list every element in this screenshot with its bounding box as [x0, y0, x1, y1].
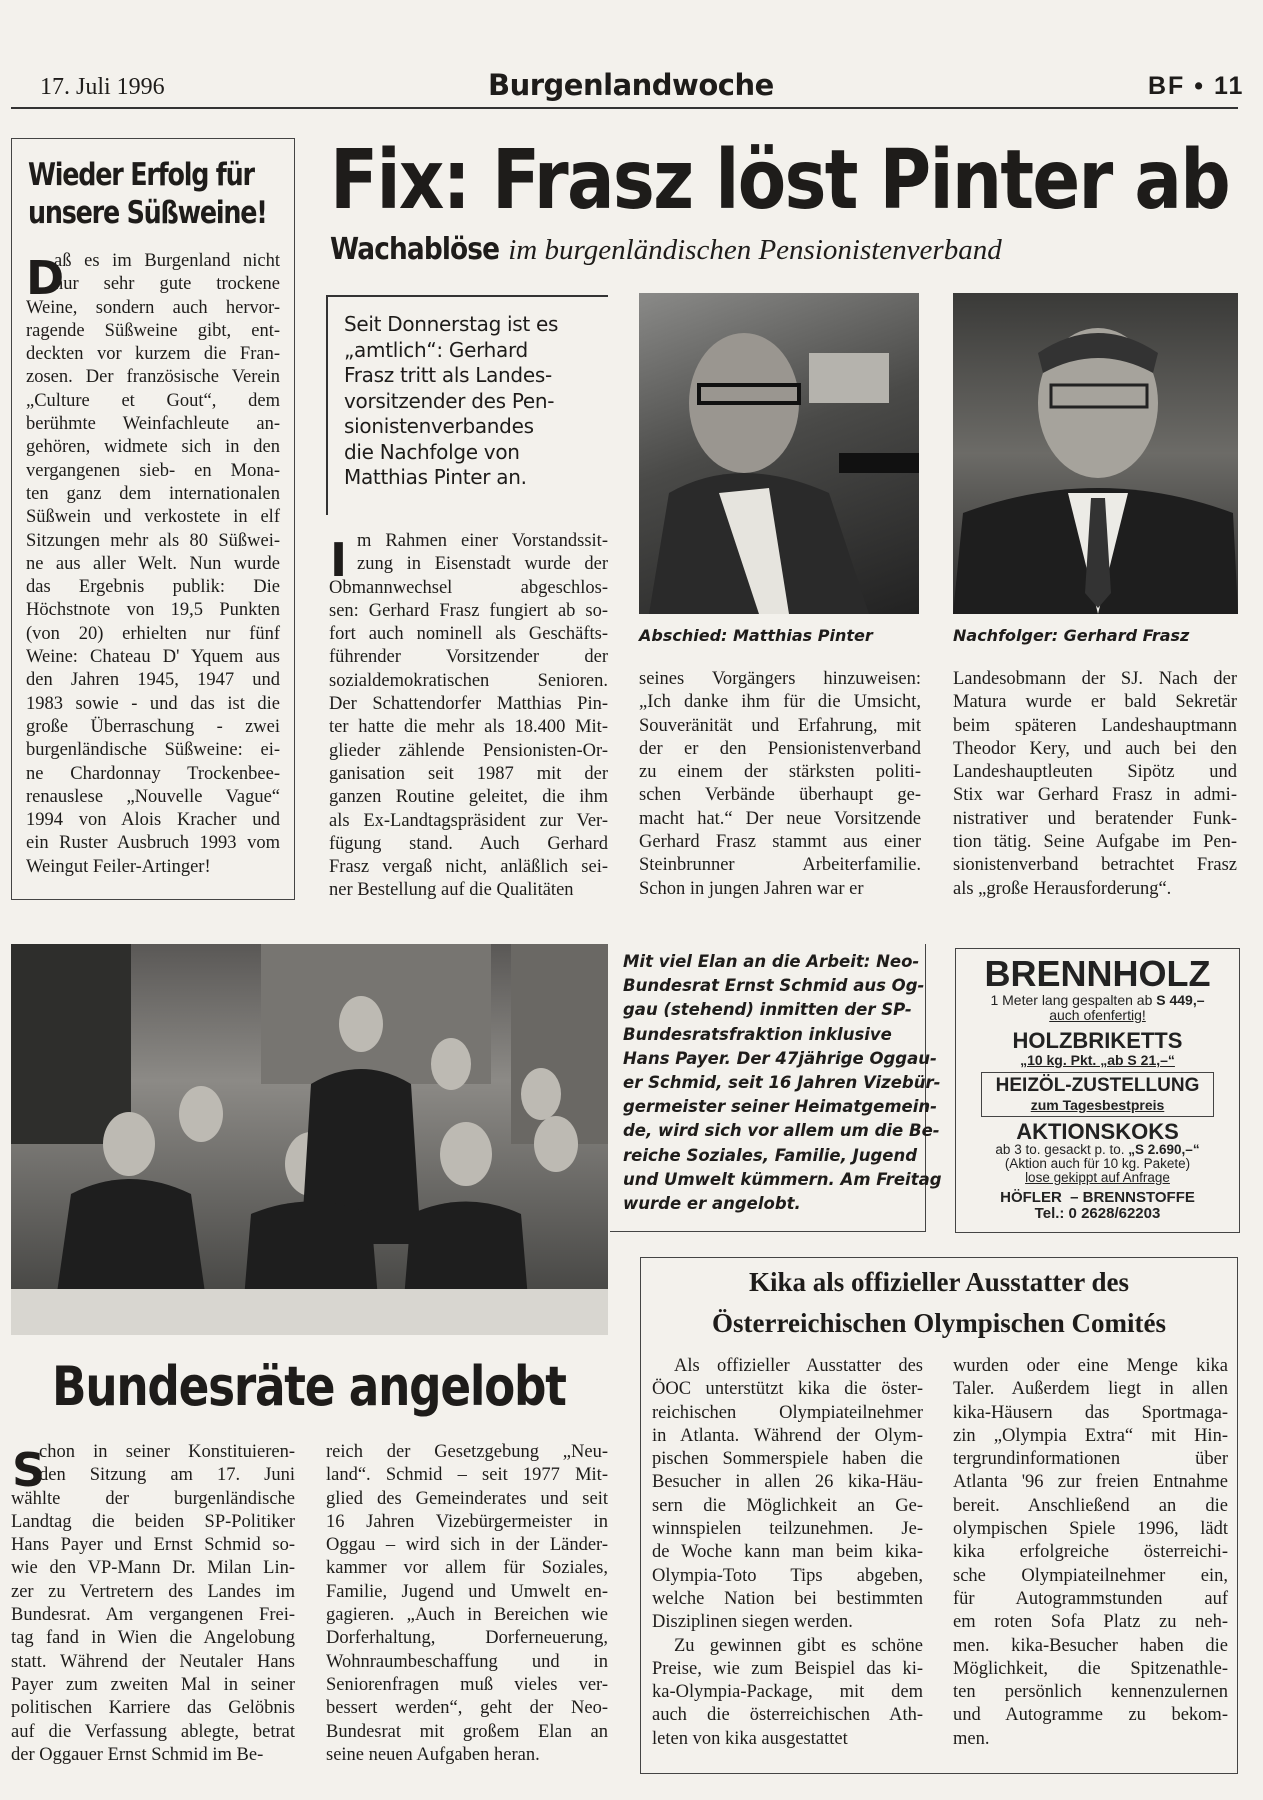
ad-phone: Tel.: 0 2628/62203 [1034, 1205, 1161, 1222]
text-line: Gerhard Frasz stammt aus einer [639, 832, 921, 853]
text-line: seine neuen Aufgaben heran. [326, 1744, 540, 1765]
text-line: fügung stand. Auch Gerhard [329, 833, 608, 854]
text-line: Obmannwechsel abgeschlos- [329, 577, 608, 598]
text-line: pischen Sommerspiele haben die [652, 1449, 923, 1470]
text-line: burgenländische Süßweine: ei- [26, 740, 280, 761]
text-line: ner Bestellung auf die Qualitäten [329, 880, 574, 901]
photo-matthias-pinter [639, 293, 919, 614]
lead-line: Frasz tritt als Landes- [344, 363, 552, 387]
lead-line: Seit Donnerstag ist es [344, 312, 559, 336]
text-line: nistrativer und beratender Funk- [953, 808, 1237, 829]
text-line: kika-Häusern das Sportmaga- [953, 1402, 1228, 1423]
text-line: ragende Süßweine gibt, ent- [26, 320, 280, 341]
caption-line: wurde er angelobt. [623, 1194, 801, 1214]
photo-bundesrat-group [11, 944, 608, 1335]
drop-cap: I [330, 533, 348, 587]
text-line: fort auch nominell als Geschäfts- [329, 624, 608, 645]
text-line: zung in Eisenstadt wurde der [357, 554, 608, 575]
text-line: reich der Gesetzgebung „Neu- [326, 1442, 608, 1462]
text-line: bessert werden“, geht der Neo- [326, 1698, 608, 1719]
subhead-italic: im burgenländischen Pensionistenverband [508, 234, 1002, 266]
text-line: Matura wurde er bald Sekretär [953, 692, 1237, 713]
text-line: deckten vor kurzem die Fran- [26, 344, 280, 365]
text-line: ter hatte die mehr als 18.400 Mit- [329, 717, 608, 738]
caption-line: Bundesrat Ernst Schmid aus Og- [623, 976, 925, 996]
text-line: olympischen Spiele 1996, lädt [953, 1519, 1228, 1540]
text-line: Hans Payer und Ernst Schmid so- [11, 1535, 295, 1556]
lead-line: vorsitzender des Pen- [344, 388, 555, 413]
text-line: glied des Gemeinderates und seit [326, 1488, 608, 1509]
text-line: Preise, wie zum Beispiel das ki- [652, 1658, 923, 1679]
text-line: bereit. Anschließend an die [953, 1495, 1228, 1516]
text-line: men. [953, 1728, 990, 1749]
text-line: ein Ruster Ausbruch 1993 vom [26, 833, 280, 854]
text-line: als Ex-Landtagspräsident zur Ver- [329, 810, 608, 831]
text-line: land“. Schmid – seit 1977 Mit- [326, 1465, 608, 1486]
text-line: vergangenen sieb- en Mona- [26, 460, 280, 481]
text-line: zosen. Der französische Verein [26, 367, 280, 388]
text-line: kammer vor allem für Soziales, [326, 1558, 608, 1579]
text-line: tion tätig. Seine Aufgabe im Pen- [953, 832, 1237, 853]
text-line: den Sitzung am 17. Juni [39, 1465, 295, 1486]
text-line: gehören, widmete sich in den [26, 437, 280, 458]
text-line: Landtag die beiden SP-Politiker [11, 1511, 295, 1532]
text-line: Dorferhaltung, Dorferneuerung, [326, 1628, 608, 1649]
photo-gerhard-frasz [953, 293, 1238, 614]
text-line: ÖOC unterstützt kika die öster- [652, 1379, 923, 1400]
text-line: 1994 von Alois Kracher und [26, 810, 280, 831]
drop-cap: D [26, 251, 65, 305]
text-line: berühmte Weinfachleute an- [26, 414, 280, 435]
text-line: Bundesrat. Am vergangenen Frei- [11, 1605, 295, 1626]
text-line: schen Verbände überhaupt ge- [639, 785, 921, 806]
text-line: zer zu Vertretern des Landes im [11, 1581, 295, 1602]
kika-column-1 [652, 1355, 923, 1751]
ad-heading: AKTIONSKOKS [1016, 1119, 1179, 1144]
text-line: winnspielen teilzunehmen. Je- [652, 1519, 923, 1540]
bundesrat-column-2 [326, 1441, 608, 1767]
text-line: das Ergebnis publik: Die [26, 577, 280, 598]
text-line: Olympia-Toto Tips abgeben, [652, 1565, 923, 1586]
sidebar-article-body [26, 250, 280, 879]
text-line: welche Nation bei bestimmten [652, 1588, 923, 1609]
text-line: Taler. Außerdem liegt in allen [953, 1379, 1228, 1400]
text-line: 16 Jahren Vizebürgermeister in [326, 1511, 608, 1532]
caption-line: reiche Soziales, Familie, Jugend [623, 1145, 918, 1165]
text-line: Payer zum zweiten Mal in seiner [11, 1674, 295, 1695]
lead-line: sionistenverbandes [344, 414, 534, 438]
caption-line: de, wird sich vor allem um die Be- [623, 1121, 940, 1141]
text-line: auf die Verfassung ablegte, betrat [11, 1721, 295, 1742]
main-article-column-2 [639, 668, 921, 901]
ad-line: auch ofenfertig! [1049, 1007, 1146, 1023]
newspaper-name: Burgenlandwoche [488, 68, 774, 102]
text-line: ganisation seit 1987 mit der [329, 763, 608, 784]
text-line: Souveränität und Erfahrung, mit [639, 715, 921, 736]
text-line: den Jahren 1945, 1947 und [26, 670, 280, 691]
text-line: Wohnraumbeschaffung und in [326, 1651, 608, 1672]
text-line: 1983 sowie - und das ist die [26, 693, 280, 714]
text-line: als „große Herausforderung“. [953, 878, 1172, 899]
text-line: nur sehr gute trockene [54, 274, 280, 295]
text-line: beim späteren Landeshauptmann [953, 715, 1237, 736]
header-divider [11, 107, 1238, 109]
issue-date: 17. Juli 1996 [40, 74, 165, 100]
sidebar-article-title [28, 156, 267, 232]
text-line: Theodor Kery, und auch bei den [953, 738, 1237, 759]
text-line: ne aus aller Welt. Nun wurde [26, 553, 280, 574]
bundesrat-headline: Bundesräte angelobt [52, 1355, 566, 1418]
brennholz-advertisement [955, 948, 1240, 1233]
text-line: Landesobmann der SJ. Nach der [953, 669, 1237, 689]
text-line: Der Schattendorfer Matthias Pin- [329, 694, 608, 715]
page-number: BF • 11 [1148, 72, 1245, 100]
drop-cap: S [12, 1443, 46, 1497]
text-line: tergrundinformationen über [953, 1449, 1228, 1470]
text-line: und Autogramme zu bekom- [953, 1705, 1228, 1726]
main-subheadline [330, 232, 1002, 267]
text-line: Steinbrunner Arbeiterfamilie. [639, 855, 921, 876]
title-line: Kika als offizieller Ausstatter des [749, 1267, 1129, 1297]
text-line: Landeshauptleuten Sipötz und [953, 762, 1237, 783]
text-line: der Oggauer Ernst Schmid im Be- [11, 1744, 264, 1765]
text-line: auch die österreichischen Ath- [652, 1705, 923, 1726]
text-line: aß es im Burgenland nicht [54, 251, 280, 271]
ad-line: 1 Meter lang gespalten ab [990, 992, 1157, 1008]
ad-line: lose gekippt auf Anfrage [1025, 1170, 1170, 1185]
lead-line: „amtlich“: Gerhard [344, 337, 528, 362]
ad-price: „10 kg. Pkt. „ab S 21,–“ [1020, 1052, 1175, 1068]
text-line: renauslese „Nouvelle Vague“ [26, 786, 280, 807]
caption-line: Bundesratsfraktion inklusive [623, 1024, 892, 1044]
main-article-column-3 [953, 668, 1237, 901]
text-line: Seniorenfragen muß vieles ver- [326, 1674, 608, 1695]
text-line: sern die Möglichkeit an Ge- [652, 1495, 923, 1516]
caption-line: germeister seiner Heimatgemein- [623, 1097, 937, 1117]
text-line: seines Vorgängers hinzuweisen: [639, 669, 921, 689]
portrait-illustration [953, 293, 1238, 614]
text-line: em roten Sofa Platz zu neh- [953, 1612, 1228, 1633]
text-line: statt. Während der Neutaler Hans [11, 1651, 295, 1672]
caption-line: Hans Payer. Der 47jährige Oggau- [623, 1048, 937, 1068]
text-line: chon in seiner Konstituieren- [39, 1442, 295, 1462]
text-line: große Überraschung - zwei [26, 716, 280, 737]
text-line: sozialdemokratischen Senioren. [329, 670, 608, 691]
text-line: Schon in jungen Jahren war er [639, 878, 864, 899]
text-line: Als offizieller Ausstatter des [674, 1356, 923, 1376]
text-line: Süßwein und verkostete in elf [26, 507, 280, 528]
title-line: Österreichischen Olympischen Comités [712, 1308, 1166, 1338]
ad-title: BRENNHOLZ [984, 953, 1211, 994]
title-line: unsere Süßweine! [28, 195, 267, 231]
ad-line: ab 3 to. gesackt p. to. [995, 1142, 1129, 1157]
text-line: sionistenverband betrachtet Frasz [953, 855, 1237, 876]
text-line: Weine: Chateau D' Yquem aus [26, 647, 280, 668]
caption-line: und Umwelt kümmern. Am Freitag [623, 1169, 942, 1189]
lead-text [344, 312, 558, 491]
text-line: politischen Karriere das Gelöbnis [11, 1698, 295, 1719]
ad-heading: HEIZÖL-ZUSTELLUNG [995, 1075, 1200, 1096]
text-line: Oggau – wird sich in der Länder- [326, 1535, 608, 1556]
text-line: (von 20) erhielten nur fünf [26, 623, 280, 644]
text-line: de Woche kann man beim kika- [652, 1542, 923, 1563]
text-line: Bundesrat mit großem Elan an [326, 1721, 608, 1742]
text-line: glieder zählende Pensionisten-Or- [329, 740, 608, 761]
text-line: Familie, Jugend und Umwelt en- [326, 1581, 608, 1602]
main-article-column-1 [329, 530, 608, 903]
text-line: „Ich danke ihm für die Umsicht, [639, 692, 921, 713]
text-line: Höchstnote von 19,5 Punkten [26, 600, 280, 621]
photo-caption: Abschied: Matthias Pinter [639, 626, 873, 645]
text-line: gagieren. „Auch in Bereichen wie [326, 1605, 608, 1626]
text-line: in Atlanta. Während der Olym- [652, 1425, 923, 1446]
portrait-illustration [639, 293, 919, 614]
text-line: Stix war Gerhard Frasz in admi- [953, 785, 1237, 806]
lead-line: die Nachfolge von [344, 439, 520, 464]
kika-article-title [640, 1262, 1238, 1344]
group-photo-caption [623, 950, 942, 1216]
text-line: Frasz vergaß nicht, anläßlich sei- [329, 857, 608, 878]
text-line: führender Vorsitzender der [329, 647, 608, 668]
text-line: kika erfolgreiche österreichi- [953, 1542, 1228, 1563]
text-line: Atlanta '96 zur freien Entnahme [953, 1472, 1228, 1493]
bundesrat-column-1 [11, 1441, 295, 1767]
title-line: Wieder Erfolg für [28, 157, 254, 193]
text-line: Möglichkeit, die Spitzenathle- [953, 1658, 1228, 1679]
text-line: Sitzungen mehr als 80 Süßwei- [26, 530, 280, 551]
ad-company: HÖFLER – BRENNSTOFFE [1000, 1189, 1195, 1206]
text-line: für Autogrammstunden auf [953, 1588, 1228, 1609]
text-line: wurden oder eine Menge kika [953, 1356, 1228, 1376]
text-line: men. kika-Besucher haben die [953, 1635, 1228, 1656]
text-line: ganzen Routine geleitet, die ihm [329, 787, 608, 808]
text-line: ka-Olympia-Package, mit dem [652, 1682, 923, 1703]
ad-line: zum Tagesbestpreis [1030, 1097, 1165, 1113]
text-line: sen: Gerhard Frasz fungiert ab so- [329, 600, 608, 621]
text-line: macht hat.“ Der neue Vorsitzende [639, 808, 921, 829]
caption-line: er Schmid, seit 16 Jahren Vizebür- [623, 1073, 941, 1093]
text-line: Weine, sondern auch hervor- [26, 297, 280, 318]
caption-line: Mit viel Elan an die Arbeit: Neo- [623, 952, 920, 971]
caption-line: gau (stehend) inmitten der SP- [623, 1000, 912, 1020]
photo-caption: Nachfolger: Gerhard Frasz [953, 626, 1190, 645]
text-line: tag fand in Wien die Angelobung [11, 1628, 295, 1649]
text-line: Disziplinen siegen werden. [652, 1612, 853, 1633]
text-line: zin „Olympia Extra“ mit Hin- [953, 1425, 1228, 1446]
text-line: ten persönlich kennenzulernen [953, 1682, 1228, 1703]
text-line: m Rahmen einer Vorstandssit- [357, 531, 608, 551]
text-line: ne Chardonnay Trockenbee- [26, 763, 280, 784]
group-illustration [11, 944, 608, 1335]
lead-line: Matthias Pinter an. [344, 465, 527, 489]
text-line: Weingut Feiler-Artinger! [26, 856, 211, 877]
kika-column-2 [953, 1355, 1228, 1751]
text-line: reichischen Olympiateilnehmer [652, 1402, 923, 1423]
text-line: „Culture et Gout“, dem [26, 390, 280, 411]
text-line: Besucher in allen 26 kika-Häu- [652, 1472, 923, 1493]
text-line: leten von kika ausgestattet [652, 1728, 848, 1749]
main-headline: Fix: Frasz löst Pinter ab [330, 133, 1230, 228]
ad-price: S 449,– [1156, 992, 1205, 1008]
text-line: wählte der burgenländische [11, 1488, 295, 1509]
ad-line: (Aktion auch für 10 kg. Pakete) [1004, 1156, 1191, 1171]
ad-heading: HOLZBRIKETTS [1012, 1028, 1183, 1053]
subhead-bold: Wachablöse [330, 232, 500, 267]
text-line: sche Olympiateilnehmer ein, [953, 1565, 1228, 1586]
text-line: Zu gewinnen gibt es schöne [674, 1635, 923, 1656]
ad-price: „S 2.690,–“ [1128, 1142, 1200, 1157]
text-line: ten ganz dem internationalen [26, 483, 280, 504]
text-line: zu einem der stärksten politi- [639, 762, 921, 783]
text-line: wie den VP-Mann Dr. Milan Lin- [11, 1558, 295, 1579]
text-line: der er den Pensionistenverband [639, 738, 921, 759]
